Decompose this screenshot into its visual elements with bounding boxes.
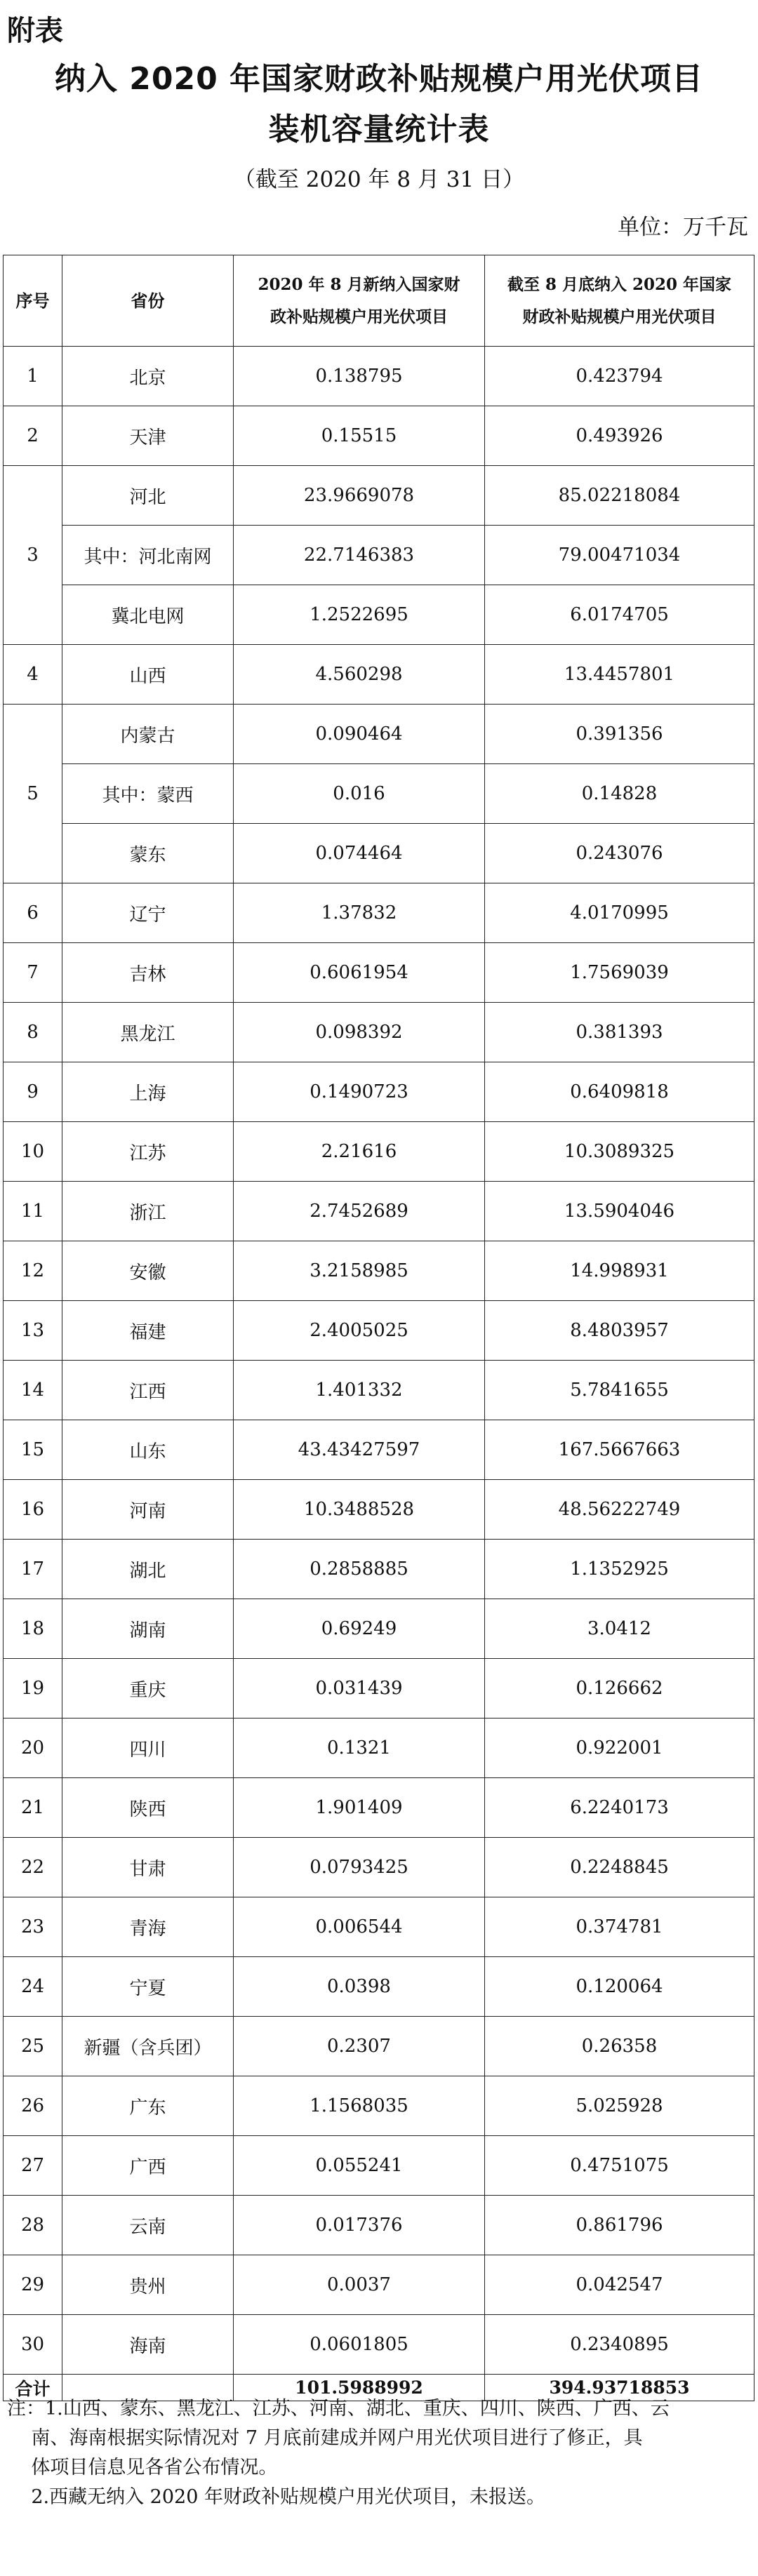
row-province: 河南 [62,1480,234,1540]
capacity-table [3,255,754,2401]
row-seq: 18 [4,1599,62,1659]
table-row [4,705,754,764]
date-subtitle: （截至 2020 年 8 月 31 日） [233,167,525,192]
row-cumulative-capacity: 0.2248845 [485,1838,754,1897]
table-row [4,347,754,406]
row-province: 新疆（含兵团） [62,2017,234,2076]
row-cumulative-capacity: 3.0412 [485,1599,754,1659]
table-row [4,1301,754,1361]
row-province: 甘肃 [62,1838,234,1897]
row-cumulative-capacity: 0.26358 [485,2017,754,2076]
row-new-capacity: 0.0037 [234,2255,485,2315]
unit-label: 单位：万千瓦 [618,215,748,240]
row-province: 安徽 [62,1241,234,1301]
row-cumulative-capacity: 85.02218084 [485,466,754,526]
row-cumulative-capacity: 4.0170995 [485,883,754,943]
row-seq: 21 [4,1778,62,1838]
row-cumulative-capacity: 0.423794 [485,347,754,406]
row-cumulative-capacity: 0.381393 [485,1003,754,1062]
row-seq: 26 [4,2076,62,2136]
row-cumulative-capacity: 0.922001 [485,1719,754,1778]
row-seq: 5 [4,705,62,883]
row-cumulative-capacity: 6.0174705 [485,585,754,645]
row-seq: 23 [4,1897,62,1957]
row-cumulative-capacity: 0.861796 [485,2196,754,2255]
table-row [4,1719,754,1778]
header-cumulative-capacity-line-1: 截至 8 月底纳入 2020 年国家 [507,274,732,294]
row-new-capacity: 1.37832 [234,883,485,943]
row-seq: 6 [4,883,62,943]
row-new-capacity: 0.138795 [234,347,485,406]
row-province: 海南 [62,2315,234,2375]
row-new-capacity: 0.69249 [234,1599,485,1659]
row-new-capacity: 0.6061954 [234,943,485,1003]
table-row [4,2196,754,2255]
table-body [4,255,754,2401]
row-seq: 9 [4,1062,62,1122]
row-new-capacity: 0.2307 [234,2017,485,2076]
row-cumulative-capacity: 0.493926 [485,406,754,466]
table-row [4,526,754,585]
row-seq: 10 [4,1122,62,1182]
row-new-capacity: 4.560298 [234,645,485,705]
table-header-row [4,255,754,347]
table-row [4,764,754,824]
row-seq: 24 [4,1957,62,2017]
row-province: 陕西 [62,1778,234,1838]
table-row [4,1361,754,1420]
table-row [4,1241,754,1301]
row-new-capacity: 43.43427597 [234,1420,485,1480]
row-new-capacity: 0.098392 [234,1003,485,1062]
row-province: 天津 [62,406,234,466]
row-cumulative-capacity: 167.5667663 [485,1420,754,1480]
header-cumulative-capacity [485,255,754,347]
row-seq: 29 [4,2255,62,2315]
row-seq: 13 [4,1301,62,1361]
row-new-capacity: 0.1490723 [234,1062,485,1122]
header-new-capacity-line-2: 政补贴规模户用光伏项目 [270,307,448,326]
row-province: 贵州 [62,2255,234,2315]
row-cumulative-capacity: 14.998931 [485,1241,754,1301]
row-province: 山西 [62,645,234,705]
appendix-label: 附表 [7,15,63,47]
row-new-capacity: 3.2158985 [234,1241,485,1301]
footnote-line-1: 注：1.山西、蒙东、黑龙江、江苏、河南、湖北、重庆、四川、陕西、广西、云 [7,2398,670,2420]
table-row [4,1122,754,1182]
row-new-capacity: 1.1568035 [234,2076,485,2136]
table-row [4,2076,754,2136]
row-province: 广西 [62,2136,234,2196]
row-seq: 14 [4,1361,62,1420]
row-cumulative-capacity: 10.3089325 [485,1122,754,1182]
table-row [4,1420,754,1480]
table-row [4,466,754,526]
row-province: 广东 [62,2076,234,2136]
row-new-capacity: 2.4005025 [234,1301,485,1361]
row-cumulative-capacity: 0.243076 [485,824,754,883]
total-cumulative-capacity: 394.93718853 [485,2375,754,2401]
row-seq: 28 [4,2196,62,2255]
table-row [4,1182,754,1241]
footnote-line-2: 南、海南根据实际情况对 7 月底前建成并网户用光伏项目进行了修正，具 [7,2427,643,2449]
table-row [4,1838,754,1897]
document-title-line-2: 装机容量统计表 [268,112,490,147]
row-seq: 3 [4,466,62,645]
row-seq: 1 [4,347,62,406]
table-row [4,1062,754,1122]
row-seq: 20 [4,1719,62,1778]
row-province: 四川 [62,1719,234,1778]
row-seq: 27 [4,2136,62,2196]
footnote-line-3: 体项目信息见各省公布情况。 [7,2457,278,2478]
row-province: 冀北电网 [62,585,234,645]
row-seq: 12 [4,1241,62,1301]
table-row [4,1957,754,2017]
row-new-capacity: 0.0601805 [234,2315,485,2375]
row-cumulative-capacity: 1.7569039 [485,943,754,1003]
row-seq: 11 [4,1182,62,1241]
table-row [4,1003,754,1062]
row-province: 辽宁 [62,883,234,943]
document-title-line-1: 纳入 2020 年国家财政补贴规模户用光伏项目 [54,61,704,97]
row-province: 江西 [62,1361,234,1420]
row-cumulative-capacity: 8.4803957 [485,1301,754,1361]
table-row [4,943,754,1003]
header-province: 省份 [62,255,234,347]
row-new-capacity: 2.21616 [234,1122,485,1182]
row-new-capacity: 0.1321 [234,1719,485,1778]
row-cumulative-capacity: 0.126662 [485,1659,754,1719]
row-seq: 7 [4,943,62,1003]
row-new-capacity: 0.006544 [234,1897,485,1957]
row-new-capacity: 1.401332 [234,1361,485,1420]
row-province: 内蒙古 [62,705,234,764]
row-province: 浙江 [62,1182,234,1241]
row-cumulative-capacity: 1.1352925 [485,1540,754,1599]
row-new-capacity: 0.15515 [234,406,485,466]
row-seq: 4 [4,645,62,705]
row-seq: 15 [4,1420,62,1480]
row-cumulative-capacity: 0.2340895 [485,2315,754,2375]
table-row [4,2136,754,2196]
row-cumulative-capacity: 5.025928 [485,2076,754,2136]
row-province: 湖南 [62,1599,234,1659]
row-province: 湖北 [62,1540,234,1599]
row-province: 其中：河北南网 [62,526,234,585]
table-row [4,585,754,645]
row-new-capacity: 0.090464 [234,705,485,764]
table-row [4,406,754,466]
row-seq: 25 [4,2017,62,2076]
table-row [4,1599,754,1659]
row-cumulative-capacity: 48.56222749 [485,1480,754,1540]
row-new-capacity: 0.2858885 [234,1540,485,1599]
row-seq: 22 [4,1838,62,1897]
row-province: 青海 [62,1897,234,1957]
footnotes [7,2394,754,2512]
header-new-capacity-line-1: 2020 年 8 月新纳入国家财 [258,274,460,294]
row-new-capacity: 0.016 [234,764,485,824]
row-seq: 16 [4,1480,62,1540]
row-cumulative-capacity: 0.042547 [485,2255,754,2315]
table-row [4,1897,754,1957]
row-new-capacity: 0.0398 [234,1957,485,2017]
row-province: 江苏 [62,1122,234,1182]
row-seq: 17 [4,1540,62,1599]
row-cumulative-capacity: 0.120064 [485,1957,754,2017]
row-new-capacity: 0.055241 [234,2136,485,2196]
row-province: 其中：蒙西 [62,764,234,824]
row-seq: 2 [4,406,62,466]
row-new-capacity: 1.901409 [234,1778,485,1838]
row-new-capacity: 0.017376 [234,2196,485,2255]
total-label: 合计 [4,2375,62,2401]
row-new-capacity: 0.031439 [234,1659,485,1719]
table-row [4,883,754,943]
row-cumulative-capacity: 13.4457801 [485,645,754,705]
row-new-capacity: 0.0793425 [234,1838,485,1897]
row-new-capacity: 10.3488528 [234,1480,485,1540]
footnote-line-4: 2.西藏无纳入 2020 年财政补贴规模户用光伏项目，未报送。 [7,2486,545,2508]
row-new-capacity: 23.9669078 [234,466,485,526]
row-cumulative-capacity: 0.4751075 [485,2136,754,2196]
table-row [4,1540,754,1599]
row-cumulative-capacity: 79.00471034 [485,526,754,585]
row-new-capacity: 22.7146383 [234,526,485,585]
table-row [4,2255,754,2315]
row-province: 吉林 [62,943,234,1003]
table-row [4,2315,754,2375]
row-province: 上海 [62,1062,234,1122]
row-cumulative-capacity: 0.14828 [485,764,754,824]
row-cumulative-capacity: 6.2240173 [485,1778,754,1838]
row-seq: 19 [4,1659,62,1719]
row-province: 北京 [62,347,234,406]
header-new-capacity [234,255,485,347]
row-province: 蒙东 [62,824,234,883]
row-cumulative-capacity: 0.374781 [485,1897,754,1957]
row-new-capacity: 2.7452689 [234,1182,485,1241]
row-cumulative-capacity: 5.7841655 [485,1361,754,1420]
header-cumulative-capacity-line-2: 财政补贴规模户用光伏项目 [522,307,717,326]
row-seq: 30 [4,2315,62,2375]
total-new-capacity: 101.5988992 [234,2375,485,2401]
table-row [4,824,754,883]
row-province: 云南 [62,2196,234,2255]
table-row [4,645,754,705]
table-row [4,1480,754,1540]
row-cumulative-capacity: 0.6409818 [485,1062,754,1122]
row-cumulative-capacity: 0.391356 [485,705,754,764]
row-province: 河北 [62,466,234,526]
row-province: 宁夏 [62,1957,234,2017]
table-row [4,1659,754,1719]
row-province: 黑龙江 [62,1003,234,1062]
table-row [4,2017,754,2076]
table-row [4,1778,754,1838]
row-province: 山东 [62,1420,234,1480]
row-new-capacity: 1.2522695 [234,585,485,645]
row-new-capacity: 0.074464 [234,824,485,883]
row-province: 重庆 [62,1659,234,1719]
row-province: 福建 [62,1301,234,1361]
row-seq: 8 [4,1003,62,1062]
row-cumulative-capacity: 13.5904046 [485,1182,754,1241]
header-seq: 序号 [4,255,62,347]
